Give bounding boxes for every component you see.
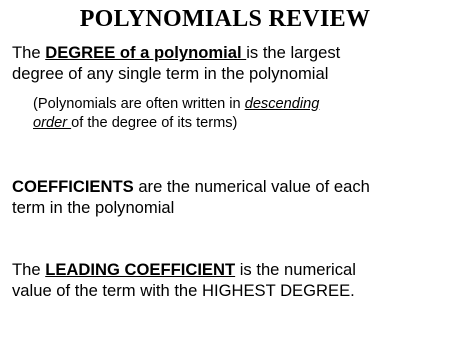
note-line2-rest: of the degree of its terms) [71,115,238,131]
note-emph-order: order [33,115,72,131]
note-line-2 [33,114,319,133]
note-text: (Polynomials are often written in [33,96,245,112]
note-emph-descending: descending [244,96,320,112]
degree-line1-rest: is the largest [246,43,341,62]
leading-prefix: The [12,260,46,279]
coefficients-line1-rest: are the numerical value of each [133,177,370,196]
slide-title: POLYNOMIALS REVIEW [79,6,371,32]
coefficients-paragraph [12,176,370,218]
degree-prefix: The [12,43,46,62]
coefficients-term: COEFFICIENTS [12,177,134,196]
leading-line-1 [12,259,356,280]
degree-paragraph [12,42,340,84]
leading-line-2: value of the term with the HIGHEST DEGREE. [12,281,355,300]
leading-term: LEADING COEFFICIENT [45,260,236,279]
degree-term: DEGREE of a polynomial [45,43,247,62]
coefficients-line-1 [12,176,370,197]
ordering-note [33,95,319,133]
degree-line-1 [12,42,340,63]
coefficients-line-2: term in the polynomial [12,198,175,217]
degree-line-2: degree of any single term in the polynomial [12,64,329,83]
leading-line1-rest: is the numerical [235,260,356,279]
note-line-1 [33,95,319,114]
leading-paragraph [12,259,356,301]
